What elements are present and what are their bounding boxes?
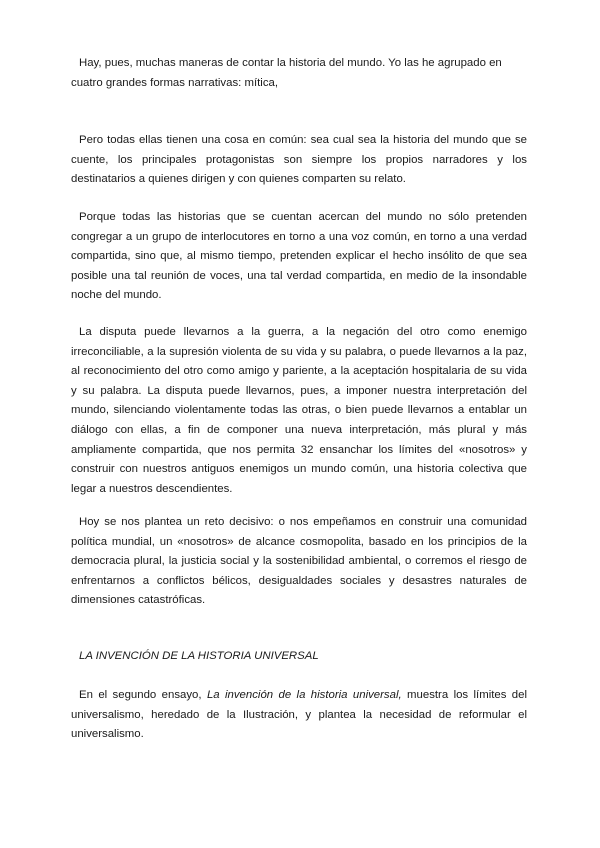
paragraph-second-essay bbox=[71, 686, 527, 745]
essay-intro-text: En el segundo ensayo, bbox=[79, 689, 207, 701]
paragraph-challenge: Hoy se nos plantea un reto decisivo: o nos empeñamos en construir una comunidad política mundial, un «nosotros» de alcance cosmopolita, basado en los principios de la democracia plural, la justicia social y la sostenibilidad ambiental, o corremos el riesgo de enfrentarnos a conflictos bélicos, desigualdades sociales y desastres naturales de dimensiones catastróficas. bbox=[71, 516, 527, 607]
paragraph-dispute: La disputa puede llevarnos a la guerra, a la negación del otro como enemigo irreconciliable, a la supresión violenta de su vida y su palabra, o puede llevarnos a la paz, al reconocimiento del otro como amigo y pariente, a la aceptación hospitalaria de su vida y su palabra. La disputa puede llevarnos, pues, a imponer nuestra interpretación del mundo, silenciando violentamente todas las otras, o bien puede llevarnos a entablar un diálogo con ellas, a fin de componer una nueva interpretación, más plural y más ampliamente compartida, que nos permita 32 ensanchar los límites del «nosotros» y construir con nuestros antiguos enemigos un mundo común, una historia colectiva que legar a nuestros descendientes. bbox=[71, 326, 527, 495]
essay-summary-text: muestra los límites del universalismo, heredado de la Ilustración, y plantea la necesidad de reformular el universalismo. bbox=[71, 689, 528, 741]
paragraph-common-trait: Pero todas ellas tienen una cosa en común: sea cual sea la historia del mundo que se cuente, los principales protagonistas son siempre los propios narradores y los destinatarios a quienes dirigen y con quienes comparten su relato. bbox=[71, 134, 527, 186]
essay-title: La invención de la historia universal, bbox=[206, 689, 402, 701]
section-heading: LA INVENCIÓN DE LA HISTORIA UNIVERSAL bbox=[79, 650, 319, 662]
paragraph-narrative-forms: Hay, pues, muchas maneras de contar la historia del mundo. Yo las he agrupado en cuatro grandes formas narrativas: mítica, bbox=[71, 57, 502, 89]
paragraph-shared-truth: Porque todas las historias que se cuentan acercan del mundo no sólo pretenden congregar a un grupo de interlocutores en torno a una voz común, en torno a una verdad compartida, sino que, al mismo tiempo, pretenden explicar el hecho insólito de que sea posible una tal reunión de voces, una tal verdad compartida, en medio de la insondable noche del mundo. bbox=[71, 211, 527, 302]
